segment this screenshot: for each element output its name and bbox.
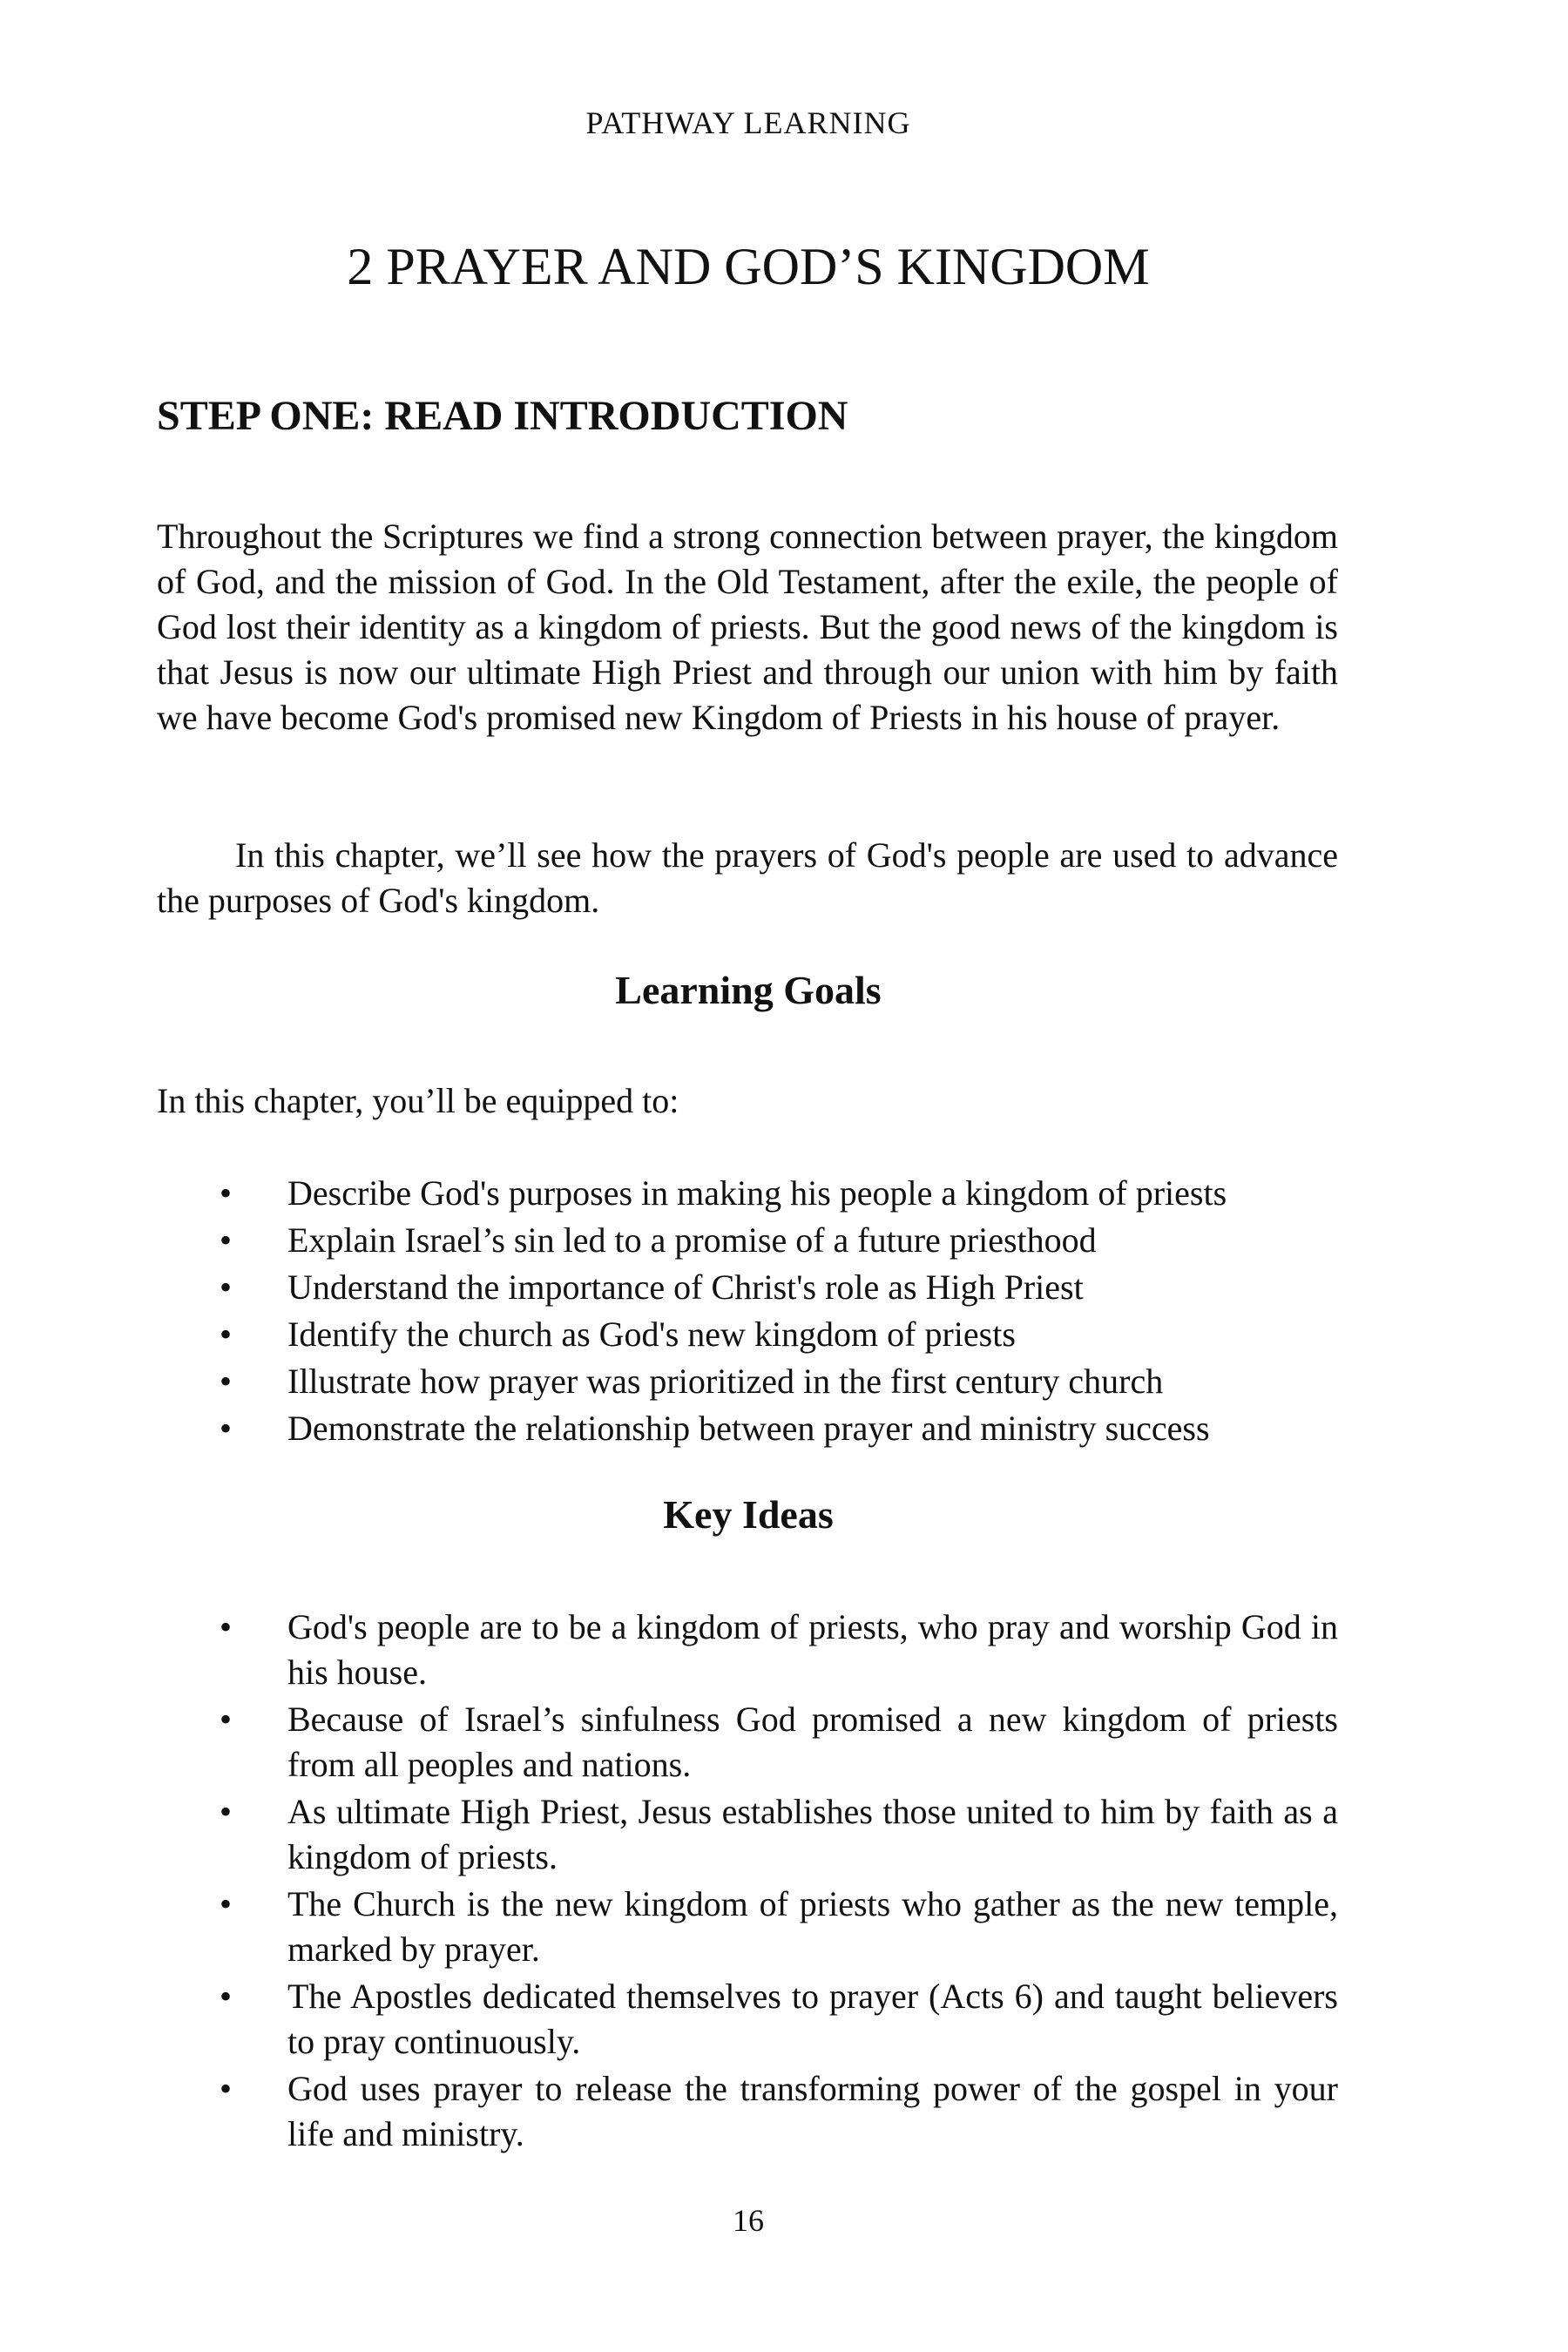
bullet-icon: • [220,1607,233,1646]
learning-goal-text: Explain Israel’s sin led to a promise of a future priesthood [287,1220,1097,1260]
intro-paragraph-2: In this chapter, we’ll see how the prayers of God's people are used to advance the purposes of God's kingdom. [157,835,1338,920]
learning-goal-item [157,1312,1338,1357]
step-heading: STEP ONE: READ INTRODUCTION [157,393,848,439]
bullet-icon: • [220,1362,233,1401]
bullet-icon: • [220,1884,233,1923]
key-idea-text: God's people are to be a kingdom of priests, who pray and worship God in his house. [287,1607,1338,1692]
page-number: 16 [733,2203,764,2238]
key-idea-item [157,1789,1338,1880]
bullet-icon: • [220,1173,233,1213]
key-idea-item [157,1605,1338,1695]
key-idea-text: As ultimate High Priest, Jesus establishes those united to him by faith as a kingdom of priests. [287,1792,1338,1876]
bullet-icon: • [220,1977,233,2016]
learning-goal-item [157,1359,1338,1404]
learning-goals-heading: Learning Goals [615,968,882,1012]
key-idea-item [157,1974,1338,2065]
learning-goal-text: Illustrate how prayer was prioritized in the first century church [287,1362,1164,1401]
bullet-icon: • [220,1409,233,1448]
learning-goal-text: Demonstrate the relationship between prayer and ministry success [287,1409,1210,1448]
key-ideas-heading: Key Ideas [663,1492,834,1537]
intro-paragraph-1: Throughout the Scriptures we find a strong connection between prayer, the kingdom of God, and the mission of God. In the Old Testament, after the exile, the people of God lost their identity as a kingdom of priests. But the good news of the kingdom is that Jesus is now our ultimate High Priest and through our union with him by faith we have become God's promised new Kingdom of Priests in his house of prayer. [157,517,1338,737]
learning-goal-text: Understand the importance of Christ's role as High Priest [287,1267,1084,1307]
learning-goal-text: Identify the church as God's new kingdom of priests [287,1315,1016,1354]
key-idea-text: The Apostles dedicated themselves to prayer (Acts 6) and taught believers to pray continuously. [287,1977,1338,2061]
bullet-icon: • [220,1267,233,1307]
learning-goals-lead-in: In this chapter, you’ll be equipped to: [157,1081,679,1120]
bullet-icon: • [220,1700,233,1739]
bullet-icon: • [220,2069,233,2108]
bullet-icon: • [220,1315,233,1354]
key-idea-text: God uses prayer to release the transforming power of the gospel in your life and ministry. [287,2069,1338,2153]
key-idea-text: Because of Israel’s sinfulness God promised a new kingdom of priests from all peoples and nations. [287,1700,1338,1784]
learning-goals-list [157,1171,1338,1453]
learning-goal-item [157,1218,1338,1263]
bullet-icon: • [220,1792,233,1831]
chapter-title: 2 PRAYER AND GOD’S KINGDOM [347,238,1150,295]
key-idea-item [157,2066,1338,2157]
key-idea-item [157,1697,1338,1788]
running-head: PATHWAY LEARNING [585,105,911,140]
key-idea-text: The Church is the new kingdom of priests who gather as the new temple, marked by prayer. [287,1884,1338,1969]
learning-goal-item [157,1171,1338,1216]
key-ideas-list [157,1605,1338,2159]
bullet-icon: • [220,1220,233,1260]
learning-goal-text: Describe God's purposes in making his people a kingdom of priests [287,1173,1227,1213]
learning-goal-item [157,1406,1338,1451]
key-idea-item [157,1882,1338,1972]
learning-goal-item [157,1265,1338,1310]
